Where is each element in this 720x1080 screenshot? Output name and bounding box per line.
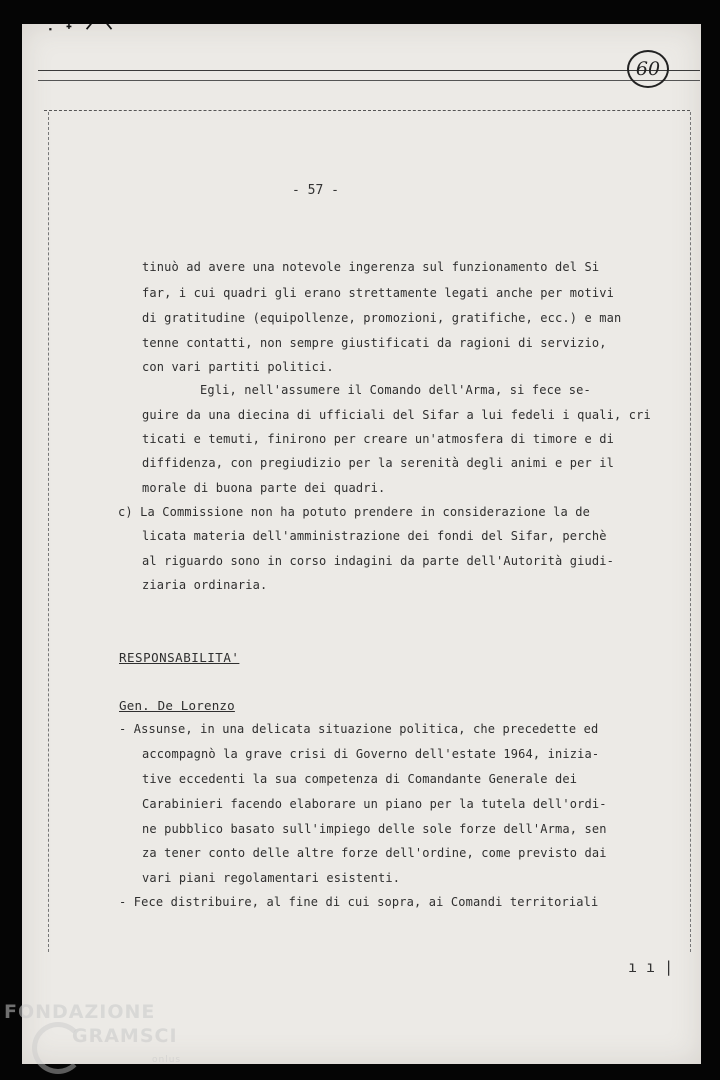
bullet-line: - Assunse, in una delicata situazione politica, che precedette ed <box>119 722 599 736</box>
bullet-line: Carabinieri facendo elaborare un piano per la tutela dell'ordi- <box>142 797 607 811</box>
text-line: con vari partiti politici. <box>142 360 334 374</box>
text-line: al riguardo sono in corso indagini da parte dell'Autorità giudi- <box>142 554 614 568</box>
text-line: Egli, nell'assumere il Comando dell'Arma, si fece se- <box>200 383 591 397</box>
text-line: c) La Commissione non ha potuto prendere in considerazione la de <box>118 505 590 519</box>
bottom-marks: ı ı | <box>628 958 674 976</box>
watermark-small: onlus <box>152 1055 182 1065</box>
archive-page-number: 60 <box>627 50 669 88</box>
top-rule-2 <box>38 80 700 81</box>
bullet-line: za tener conto delle altre forze dell'ordine, come previsto dai <box>142 846 607 860</box>
text-line: ticati e temuti, finirono per creare un'atmosfera di timore e di <box>142 432 614 446</box>
text-line: di gratitudine (equipollenze, promozioni, gratifiche, ecc.) e man <box>142 311 622 325</box>
subheading: Gen. De Lorenzo <box>119 698 235 713</box>
text-line: licata materia dell'amministrazione dei fondi del Sifar, perchè <box>142 529 607 543</box>
bullet-line: tive eccedenti la sua competenza di Comandante Generale dei <box>142 772 578 786</box>
top-marks: ᐧ ᐩ ᐟ ᐠ <box>48 20 115 39</box>
text-line: morale di buona parte dei quadri. <box>142 481 386 495</box>
fondazione-gramsci-watermark <box>4 1000 182 1065</box>
text-line: diffidenza, con pregiudizio per la serenità degli animi e per il <box>142 456 614 470</box>
text-line: ziaria ordinaria. <box>142 578 268 592</box>
watermark-line-1: FONDAZIONE <box>4 1001 156 1023</box>
frame-top-rule <box>44 110 690 111</box>
text-line: guire da una diecina di ufficiali del Sifar a lui fedeli i quali, cri <box>142 408 651 422</box>
bullet-line: accompagnò la grave crisi di Governo dell'estate 1964, inizia- <box>142 747 600 761</box>
gramsci-logo-icon <box>32 1022 84 1074</box>
watermark-line-2: GRAMSCI <box>72 1025 178 1047</box>
bullet-line: ne pubblico basato sull'impiego delle sole forze dell'Arma, sen <box>142 822 607 836</box>
text-line: tinuò ad avere una notevole ingerenza sul funzionamento del Si <box>142 260 600 274</box>
frame-right-rule <box>690 112 691 952</box>
section-heading: RESPONSABILITA' <box>119 650 240 665</box>
text-line: far, i cui quadri gli erano strettamente legati anche per motivi <box>142 286 614 300</box>
bullet-line: - Fece distribuire, al fine di cui sopra, ai Comandi territoriali <box>119 895 599 909</box>
bullet-line: vari piani regolamentari esistenti. <box>142 871 401 885</box>
text-line: tenne contatti, non sempre giustificati da ragioni di servizio, <box>142 336 607 350</box>
frame-left-rule <box>48 112 49 952</box>
printed-page-number: - 57 - <box>292 183 339 198</box>
top-rule-1 <box>38 70 700 71</box>
